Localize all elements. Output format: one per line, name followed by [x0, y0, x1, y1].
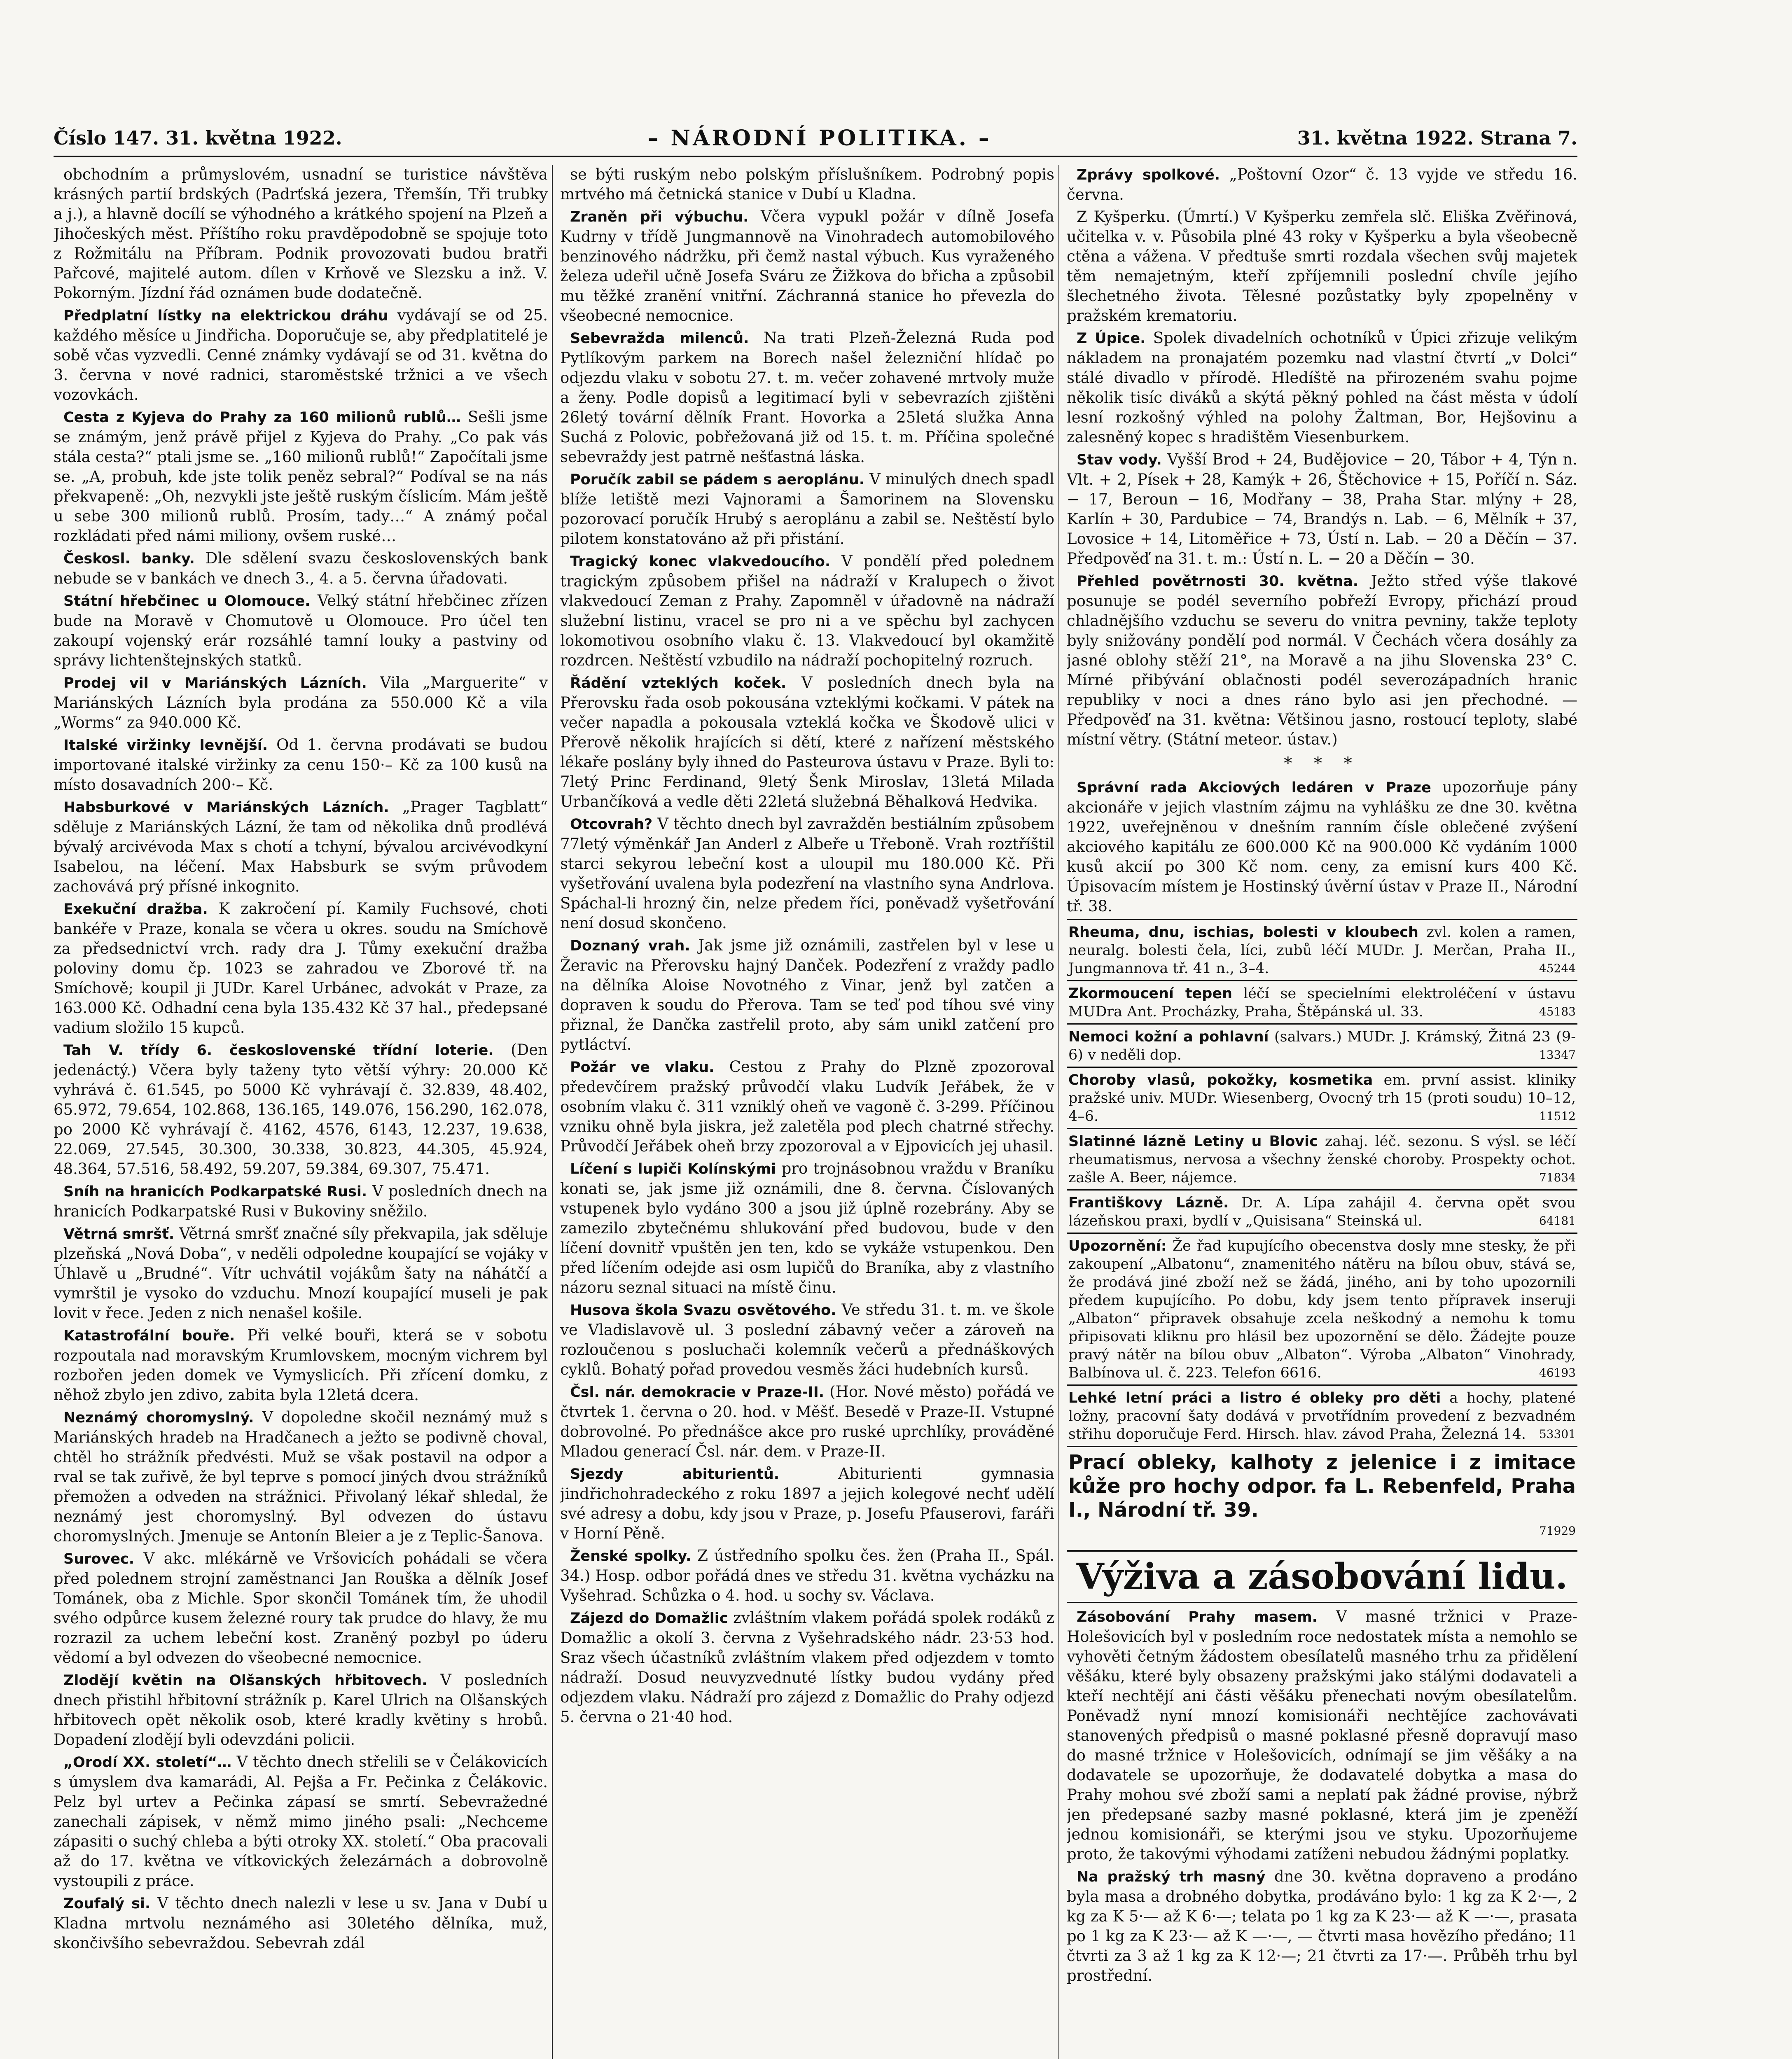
- column-divider: [1058, 165, 1059, 2059]
- ad-code: 13347: [1539, 1048, 1576, 1062]
- article: Italské viržinky levnější. Od 1. června prodávati se budou importované italské viržinky za cenu 150·– Kč za 100 kusů na místo dosavadních 200·– Kč.: [54, 736, 548, 794]
- article-headline: Sebevražda milenců.: [570, 330, 749, 347]
- article: Exekuční dražba. K zakročení pí. Kamily Fuchsové, choti bankéře v Praze, konala se včera u okres. soudu na Smíchově za předsednictví vrch. rady dra J. Tůmy exekuční dražba poloviny domu čp. 1023 se zahradou ve Zborové tř. na Smíchově; koupil ji JUDr. Karel Urbánec, advokát v Praze, za 163.000 Kč. Odhadní cena byla 135.432 Kč 37 hal., předepsané vadium složilo 15 kupců.: [54, 900, 548, 1037]
- ad-code: 11512: [1539, 1109, 1576, 1123]
- article: Otcovrah? V těchto dnech byl zavražděn bestiálním způsobem 77letý výměnkář Jan Anderl z Albeře u Třeboně. Vrah roztříštil starci sekyrou lebeční kost a uloupil mu 180.000 Kč. Při vyšetřování uvalena byla podezření na vlastního syna Andrlova. Spáchal-li hrozný čin, nelze předem říci, poněvadž vyšetřování není dosud skončeno.: [560, 815, 1054, 932]
- ad-title: Slatinné lázně Letiny u Blovic: [1068, 1133, 1318, 1150]
- article: Správní rada Akciových ledáren v Praze upozorňuje pány akcionáře v jejich vlastním zájmu na vyhlášku ze dne 30. května 1922, uveřejněnou v dnešním ranním čísle oblečené zvýšení akciového kapitálu ze 600.000 Kč na 900.000 Kč vydáním 1000 kusů akcií po 300 Kč nom. ceny, za emisní kurs 400 Kč. Úpisovacím místem je Hostinský úvěrní ústav v Praze II., Národní tř. 38.: [1067, 778, 1577, 915]
- header-rule: [54, 156, 1577, 157]
- article: Řádění vzteklých koček. V posledních dnech byla na Přerovsku řada osob pokousána vzteklými kočkami. V pátek na večer napadla a pokousala vzteklá kočka ve Škodově ulici v Přerově několik hrajících si dětí, které z nařízení městského lékaře poslány byly ihned do Pasteurova ústavu v Praze. Byli to: 7letý Princ Ferdinand, 9letý Šenk Miroslav, 13letá Milada Urbančíková a vedle děti 22letá služebná Běhalková Hedvika.: [560, 674, 1054, 810]
- article-headline: Neznámý choromyslný.: [63, 1410, 254, 1426]
- advertisement: Upozornění: Že řad kupujícího obecenstva dosly mne stesky, že při zakoupení „Albatonu“, znamenitého nátěru na bílou obuv, stává se, že prodává jiné zboží než se žádá, jiného, ani by toho upozornili předem kupujícího. Po dobu, kdy jsem tento přípravek inseruji „Albaton“ připravek obsahuje zcela neškodný a nemohu k tomu připisovati kliknu pro hlásil bez upozornění se dělo. Žádejte pouze pravý nátěr na bílou obuv „Albaton“. Výroba „Albaton“ Vinohrady, Balbínova ul. č. 223. Telefon 6616. 46193: [1067, 1233, 1577, 1384]
- article: Zoufalý si. V těchto dnech nalezli v lese u sv. Jana v Dubí u Kladna mrtvolu neznámého asi 30letého dělníka, muž, skončivšího sebevraždou. Sebevrah zdál: [54, 1894, 548, 1952]
- ad-code: 45183: [1539, 1005, 1576, 1018]
- article: Požár ve vlaku. Cestou z Prahy do Plzně zpozoroval předevčírem pražský průvodčí vlaku Ludvík Jeřábek, že v osobním vlaku č. 311 vzniklý oheň ve vagoně č. 3-299. Příčinou vzniku ohně byla jiskra, jež zaletěla pod plech chatrné střechy. Průvodčí Jeřábek oheň brzy zpozoroval a v Ejpovicích jej uhasil.: [560, 1058, 1054, 1155]
- article: Zájezd do Domažlic zvláštním vlakem pořádá spolek rodáků z Domažlic a okolí 3. června z Vyšehradského nádr. 23·53 hod. Sraz všech účastníků zvláštním vlakem před odjezdem v tomto nádraží. Dosud neuvyzvednuté lístky budou vydány před odjezdem vlaku. Nádraží pro zájezd z Domažlic do Prahy odjezd 5. června o 21·40 hod.: [560, 1609, 1054, 1726]
- advertisement: Slatinné lázně Letiny u Blovic zahaj. léč. sezonu. S výsl. se léčí rheumatismus, nervosa a všechny ženské choroby. Prospekty ochot. zašle A. Beer, nájemce. 71834: [1067, 1128, 1577, 1189]
- article: Habsburkové v Mariánských Lázních. „Prager Tagblatt“ sděluje z Mariánských Lázní, že tam od několika dnů prodlévá bývalý arcivévoda Max s chotí a tchyní, bývalou arcivévodkyní Isabelou, na léčení. Max Habsburk se svým průvodem zachovává prý přísné inkognito.: [54, 798, 548, 895]
- article-headline: Předplatní lístky na elektrickou dráhu: [63, 308, 388, 324]
- article: Katastrofální bouře. Při velké bouři, která se v sobotu rozpoutala nad moravským Krumlovskem, mocným vichrem byl rozbořen jeden domek ve Vymyslicích. Při zřícení domku, z něhož zbylo jen zdivo, zabita byla 12letá dcera.: [54, 1326, 548, 1404]
- header-title: – NÁRODNÍ POLITIKA. –: [647, 125, 992, 151]
- page-header: [54, 124, 1577, 152]
- ad-title: Upozornění:: [1068, 1238, 1167, 1254]
- article-headline: Tragický konec vlakvedoucího.: [570, 553, 831, 570]
- article: Husova škola Svazu osvětového. Ve středu 31. t. m. ve škole ve Vladislavově ul. 3 poslední zábavný večer a zároveň na rozloučenou s posluchači kolemník večerů a přednáškových cyklů. Bohatý pořad provedou vesměs žáci hudebních kursů.: [560, 1301, 1054, 1378]
- article: Větrná smršť. Větrná smršť značné síly překvapila, jak sděluje plzeňská „Nová Doba“, v neděli odpoledne koupající se vojáky v Úhlavě u „Brudné“. Vítr uchvátil vojákům šaty na náhátčí a vymrštil je vysoko do vzduchu. Mnozí koupající museli je pak lovit v řece. Jeden z nich nenašel košile.: [54, 1225, 548, 1322]
- ad-title: Rheuma, dnu, ischias, bolesti v kloubech: [1068, 924, 1418, 941]
- article: Z Kyšperku. (Úmrtí.) V Kyšperku zemřela slč. Eliška Zvěřinová, učitelka v. v. Působila plné 43 roky v Kyšperku a byla všeobecně ctěna a vážena. V předtuše smrti rozdala všechen svůj majetek těm nemajetným, kteří zpříjemnili poslední chvíle jejího šlechetného života. Tělesné pozůstatky byly zpopelněny v pražském krematoriu.: [1067, 208, 1577, 324]
- article: Zraněn při výbuchu. Včera vypukl požár v dílně Josefa Kudrny v třídě Jungmannově na Vinohradech automobilového benzinového nádržku, při čemž nastal výbuch. Kus vyraženého železa udeřil učně Josefa Sváru ze Žižkova do břicha a způsobil mu těžké zranění vnitřní. Záchranná stanice ho převezla do všeobecné nemocnice.: [560, 208, 1054, 324]
- article: Cesta z Kyjeva do Prahy za 160 milionů rublů… Sešli jsme se známým, jenž právě přijel z Kyjeva do Prahy. „Co pak vás stála cesta?“ ptali jsme se. „160 milionů rublů!“ Započítali jsme se. „A, probuh, kde jste tolik peněz sebral?“ Podíval se na nás překvapeně: „Oh, nezvykli jste ještě ruským číslicím. Mám ještě u sebe 300 milionů rublů. Prosím, tady…“ A známý počal rozkládati před námi miliony, ovšem ruské…: [54, 408, 548, 545]
- article-headline: Z Úpice.: [1077, 330, 1146, 347]
- article-headline: Zprávy spolkové.: [1077, 167, 1220, 183]
- ad-code: 46193: [1539, 1366, 1576, 1380]
- article: Českosl. banky. Dle sdělení svazu československých bank nebude se v bankách ve dnech 3., 4. a 5. června úřadovati.: [54, 549, 548, 587]
- article-headline: Doznaný vrah.: [570, 938, 690, 954]
- advertisement: [1067, 1446, 1577, 1543]
- article-headline: Přehled povětrnosti 30. května.: [1077, 573, 1359, 590]
- section-heading: Výživa a zásobování lidu.: [1067, 1550, 1577, 1603]
- article-headline: Cesta z Kyjeva do Prahy za 160 milionů rublů…: [63, 409, 461, 426]
- ad-code: 71929: [1539, 1524, 1576, 1538]
- ad-title: Zkormoucení tepen: [1068, 985, 1233, 1002]
- article-headline: Státní hřebčinec u Olomouce.: [63, 593, 311, 609]
- article-headline: Zraněn při výbuchu.: [570, 209, 749, 225]
- article: Prodej vil v Mariánských Lázních. Vila „Marguerite“ v Mariánských Lázních byla prodána za 550.000 Kč a vila „Worms“ za 940.000 Kč.: [54, 674, 548, 731]
- article-headline: Zlodějí květin na Olšanských hřbitovech.: [63, 1672, 428, 1689]
- ad-title: Choroby vlasů, pokožky, kosmetika: [1068, 1072, 1373, 1088]
- article-headline: Řádění vzteklých koček.: [570, 675, 787, 691]
- article-headline: Husova škola Svazu osvětového.: [570, 1302, 836, 1319]
- article-headline: Prodej vil v Mariánských Lázních.: [63, 675, 367, 691]
- article-headline: Větrná smršť.: [63, 1226, 175, 1242]
- article: Surovec. V akc. mlékárně ve Vršovicích pohádali se včera před polednem strojní zaměstnanci Jan Rouška a dělník Josef Tománek, oba z Michle. Spor skončil Tománek tím, že uhodil svého odpůrce kusem železné roury tak prudce do hlavy, že mu rozrazil za uchem lebeční kost. Zraněný pozbyl po úderu vědomí a byl odvezen do všeobecné nemocnice.: [54, 1550, 548, 1667]
- article-headline: Zásobování Prahy masem.: [1077, 1609, 1318, 1625]
- header-issue: Číslo 147. 31. května 1922.: [54, 127, 342, 149]
- advertisement: Lehké letní práci a listro é obleky pro děti a hochy, platené ložny, pracovní šaty dodává v prvotřídním provedení z bezvadném střihu doporučuje Ferd. Hirsch. hlav. závod Praha, Železná 14. 53301: [1067, 1384, 1577, 1446]
- article: Zlodějí květin na Olšanských hřbitovech. V posledních dnech přistihl hřbitovní strážník p. Karel Ulrich na Olšanských hřbitovech opět několik osob, které kradly květiny s hrobů. Dopadení zlodějí byli odevzdáni policii.: [54, 1671, 548, 1749]
- article-headline: Na pražský trh masný: [1077, 1869, 1266, 1885]
- article: Přehled povětrnosti 30. května. Ježto střed výše tlakové posunuje se podél severního pobřeží Evropy, přichází proud chladnějšího vzduchu se severu do vnitra pevniny, takže teploty byly snižovány pondělí pod normál. V Čechách včera dosáhly za jasné oblohy stěží 21°, na Moravě a na jihu Slovenska 23° C. Mírné přibývání oblačnosti podél severozápadních hranic republiky v noci a dnes ráno bylo asi jen přechodné. — Předpověď na 31. května: Většinou jasno, rostoucí teploty, slabé místní větry. (Státní meteor. ústav.): [1067, 572, 1577, 748]
- advertisement: Rheuma, dnu, ischias, bolesti v kloubech zvl. kolen a ramen, neuralg. bolesti čela, líci, zubů léčí MUDr. J. Merčan, Praha II., Jungmannova tř. 41 n., 3–4. 45244: [1067, 919, 1577, 980]
- article: obchodním a průmyslovém, usnadní se turistice návštěva krásných partií brdských (Padrťská jezera, Třemšín, Tři trubky a j.), a hlavně docílí se výhodného a krátkého spojení na Plzeň a Jihočeských měst. Příštího roku pravděpodobně se spojuje toto z Rožmitálu na Příbram. Podnik provozovati budou bratři Pařcové, majitelé autom. dílen v Krňově ve Slezsku a inž. V. Pokorným. Jízdní řád oznámen bude dodatečně.: [54, 166, 548, 302]
- article-headline: Poručík zabil se pádem s aeroplánu.: [570, 472, 865, 488]
- article: Líčení s lupiči Kolínskými pro trojnásobnou vraždu v Braníku konati se, jak jsme již oznámili, dne 8. června. Číslovaných vstupenek bylo vydáno 300 a jsou již úplně rozebrány. Aby se zamezilo zbytečnému shlukování před budovou, bude v den líčení dovnitř vpuštěn jen ten, kdo se vykáže vstupenkou. Den před líčením odejde asi osm lupičů do Braníka, aby z vlastního názoru seznal situaci na místě činu.: [560, 1160, 1054, 1296]
- article: Zprávy spolkové. „Poštovní Ozor“ č. 13 vyjde ve středu 16. června.: [1067, 166, 1577, 203]
- article: Čsl. nár. demokracie v Praze-II. (Hor. Nové město) pořádá ve čtvrtek 1. června o 20. hod. v Měšť. Besedě v Praze-II. Vstupné dobrovolné. Po přednášce akce pro ruské uprchlíky, prováděné Mladou generací Čsl. nár. dem. v Praze-II.: [560, 1383, 1054, 1460]
- article-headline: Katastrofální bouře.: [63, 1328, 235, 1344]
- article: Doznaný vrah. Jak jsme již oznámili, zastřelen byl v lese u Žeravic na Přerovsku hajný Danček. Podezření z vraždy padlo na dělníka Aloise Novotného z Vinar, jenž byl zatčen a dopraven k soudu do Přerova. Tam se teď pod tíhou své viny přiznal, že Dančka zastřelil proto, aby sám unikl zatčení pro pytláctví.: [560, 936, 1054, 1053]
- article: Sebevražda milenců. Na trati Plzeň-Železná Ruda pod Pytlíkovým parkem na Borech našel železniční hlídač po odjezdu vlaku v sobotu 27. t. m. večer zohavené mrtvoly muže a ženy. Podle dopisů a legitimací byli v sebevrazích zjištěni 26letý tovární dělník Frant. Hovorka a 25letá služka Anna Suchá z Polovic, pobřežovaná již od 15. t. m. Příčina společné sebevraždy jest patrně nešťastná láska.: [560, 329, 1054, 466]
- header-page: 31. května 1922. Strana 7.: [1297, 127, 1577, 149]
- column-2: [560, 165, 1054, 2059]
- article-headline: Stav vody.: [1077, 452, 1162, 468]
- advertisement: Nemoci kožní a pohlavní (salvars.) MUDr. J. Krámský, Žitná 23 (9-6) v neděli dop. 13347: [1067, 1023, 1577, 1067]
- article: Tragický konec vlakvedoucího. V pondělí před polednem tragickým způsobem přišel na nádraží v Kralupech o život vlakvedoucí Zeman z Prahy. Zapomněl v úřadovně na nádraží služební listinu, vracel se pro ni a ve spěchu byl zachycen lokomotivou osobního vlaku č. 13. Vlakvedoucí byl okamžitě rozdrcen. Neštěstí vzbudilo na nádraží pochopitelný rozruch.: [560, 552, 1054, 669]
- article: Sjezdy abiturientů. Abiturienti gymnasia jindřichohradeckého z roku 1897 a jejich kolegové nechť udělí své adresy a dobu, kdy jsou v Praze, p. Josefu Pfauserovi, faráři v Horní Pěně.: [560, 1465, 1054, 1542]
- article-headline: Italské viržinky levnější.: [63, 737, 268, 754]
- article-headline: Zoufalý si.: [63, 1896, 151, 1912]
- advertisement: Choroby vlasů, pokožky, kosmetika em. první assist. kliniky pražské univ. MUDr. Wiesenberg, Ovocný trh 15 (proti soudu) 10–12, 4–6. 11512: [1067, 1067, 1577, 1128]
- ad-title: Prací obleky, kalhoty z jelenice i z imitace kůže pro hochy odpor. fa L. Rebenfeld, Praha I., Národní tř. 39.: [1068, 1451, 1576, 1522]
- article-headline: Českosl. banky.: [63, 551, 195, 567]
- column-3: [1067, 165, 1577, 2059]
- ad-code: 71834: [1539, 1171, 1576, 1184]
- article: Státní hřebčinec u Olomouce. Velký státní hřebčinec zřízen bude na Moravě v Chomutově u Olomouce. Pro účel ten zakoupí vojenský erár rozsáhlé tamní louky a pastviny od správy lichtenštejnských statků.: [54, 592, 548, 669]
- article: Stav vody. Vyšší Brod + 24, Budějovice − 20, Tábor + 4, Týn n. Vlt. + 2, Písek + 28, Kamýk + 26, Štěchovice + 15, Poříčí n. Sáz. − 17, Beroun − 16, Modřany − 38, Praha Star. mlýny + 28, Karlín + 30, Pardubice − 74, Brandýs n. Lab. − 6, Mělník + 37, Lovosice + 14, Litoměřice + 73, Ústí n. Lab. − 20 a Děčín − 37. Předpověď na 31. t. m.: Ústí n. L. − 20 a Děčín − 30.: [1067, 451, 1577, 567]
- article-headline: Čsl. nár. demokracie v Praze-II.: [570, 1384, 825, 1401]
- ad-title: Lehké letní práci a listro é obleky pro děti: [1068, 1390, 1441, 1406]
- article-headline: Ženské spolky.: [570, 1548, 692, 1564]
- article: Poručík zabil se pádem s aeroplánu. V minulých dnech spadl blíže letiště mezi Vajnorami a Šamorinem na Slovensku pozorovací poručík Hrubý s aeroplánu a zabil se. Neštěstí bylo pilotem konstatováno až při přistání.: [560, 470, 1054, 548]
- column-1: [54, 165, 548, 2059]
- ad-code: 53301: [1539, 1427, 1576, 1441]
- advertisement: Františkovy Lázně. Dr. A. Lípa zahájil 4. června opět svou lázeňskou praxi, bydlí v „Quisisana“ Steinská ul. 64181: [1067, 1189, 1577, 1233]
- article: Na pražský trh masný dne 30. května dopraveno a prodáno byla masa a drobného dobytka, prodáváno bylo: 1 kg za K 2·—, 2 kg za K 5·— až K 6·—; telata po 1 kg za K 23·— až K —·—, prasata po 1 kg za K 23·— až K —·—, — čtvrti masa hovězího předáno; 11 čtvrti za 3 až 1 kg za K 12·—; 21 čtvrti za 17·—. Průběh trhu byl prostřední.: [1067, 1868, 1577, 1984]
- article-headline: Otcovrah?: [570, 816, 653, 833]
- article: Neznámý choromyslný. V dopoledne skočil neznámý muž s Mariánských hradeb na Hradčanech a ježto se podivně choval, chtěl ho strážník předvésti. Muž se však postavil na odpor a rval se tak zuřivě, že byl teprve s pomocí jiných dvou strážníků přemožen a odveden na strážnici. Přivolaný lékař shledal, že neznámý jest choromyslný. Byl odvezen do ústavu choromyslných. Jmenuje se Antonín Bleier a je z Teplic-Šanova.: [54, 1408, 548, 1545]
- article-headline: Zájezd do Domažlic: [570, 1610, 728, 1627]
- article-headline: Habsburkové v Mariánských Lázních.: [63, 799, 389, 816]
- article: Předplatní lístky na elektrickou dráhu vydávají se od 25. každého měsíce u Jindřicha. Doporučuje se, aby předplatitelé je sobě včas vyzvedli. Cenné známky vydávají se od 31. května do 3. června v nové radnici, staroměstské tržnici a ve všech vozovkách.: [54, 306, 548, 404]
- article: Ženské spolky. Z ústředního spolku čes. žen (Praha II., Spál. 34.) Hosp. odbor pořádá dnes ve středu 31. května vycházku na Vyšehrad. Schůzka o 4. hod. u sochy sv. Václava.: [560, 1547, 1054, 1604]
- article-headline: „Orodí XX. století“…: [63, 1754, 232, 1771]
- ad-code: 45244: [1539, 962, 1576, 975]
- article-headline: Líčení s lupiči Kolínskými: [570, 1161, 776, 1177]
- article: „Orodí XX. století“… V těchto dnech střelili se v Čelákovicích s úmyslem dva kamarádi, Al. Pejša a Fr. Pečinka z Čelákovic. Pelz byl urtev a Pečinka zápasí se smrtí. Sebevražedné zanechali zápisek, v němž mimo jiného psali: „Nechceme zápasiti o suchý chleba a býti otroky XX. století.“ Oba pracovali až do 17. května ve vítkovických železárnách a dobrovolně vystoupili z práce.: [54, 1753, 548, 1890]
- ad-title: Františkovy Lázně.: [1068, 1195, 1229, 1211]
- article-headline: Surovec.: [63, 1551, 135, 1567]
- article-headline: Sníh na hranicích Podkarpatské Rusi.: [63, 1184, 367, 1200]
- article-headline: Exekuční dražba.: [63, 901, 208, 917]
- article: Sníh na hranicích Podkarpatské Rusi. V posledních dnech na hranicích Podkarpatské Rusi v Bukoviny sněžilo.: [54, 1182, 548, 1220]
- article-headline: Požár ve vlaku.: [570, 1059, 715, 1076]
- article-headline: Tah V. třídy 6. československé třídní loterie.: [63, 1042, 494, 1059]
- article-headline: Sjezdy abiturientů.: [570, 1466, 780, 1482]
- article-headline: Správní rada Akciových ledáren v Praze: [1077, 780, 1431, 796]
- article: Z Úpice. Spolek divadelních ochotníků v Úpici zřizuje velikým nákladem na pronajatém pozemku nad vlastní čtvrtí „v Dolci“ stálé divadlo v přírodě. Hledíště na přirozeném svahu pojme několik tisíc diváků a skýtá pěkný pohled na část města v údolí lesní rozkošný výhled na polohy Žaltman, Bor, Hejšovinu a zalesněný kopec s hradištěm Viesenburkem.: [1067, 329, 1577, 446]
- column-divider: [552, 165, 553, 2059]
- article: Tah V. třídy 6. československé třídní loterie. (Den jedenáctý.) Včera byly taženy tyto větší výhry: 20.000 Kč vyhrává č. 61.545, po 5000 Kč vyhrávají č. 32.839, 48.402, 65.972, 79.654, 102.868, 136.165, 149.076, 156.290, 162.078, po 2000 Kč vyhrávají č. 4162, 4576, 6143, 12.237, 19.638, 22.069, 27.545, 30.300, 30.338, 30.823, 44.305, 45.924, 48.364, 57.516, 58.492, 59.207, 59.384, 69.307, 75.471.: [54, 1041, 548, 1178]
- ad-title: Nemoci kožní a pohlavní: [1068, 1029, 1269, 1045]
- advertisement: Zkormoucení tepen léčí se specielními elektroléčení v ústavu MUDra Ant. Procházky, Praha, Štěpánská ul. 33. 45183: [1067, 980, 1577, 1023]
- article: Zásobování Prahy masem. V masné tržnici v Praze-Holešovicích byl v posledním roce nedostatek místa a nemohlo se vyhověti četným žádostem obesílatelů masného trhu za přidělení věšáku, které byly obsazeny pražskými jako stálými dodavateli a kteří nechtějí ani části věšáku přenechati novým obesílatelům. Poněvadž nyní mnozí komisionáři nechtějíce zachovávati stanovených předpisů o masné poklasné přesně dopravují maso do masné tržnice v Holešovicích, odnímají se jim věšáky a na dodavatele se upozorňuje, že dodavatelé dobytka a masa do Prahy mohou své zboží sami a neplatí pak žádné provise, nýbrž jen předepsané sazby masné poklasné, která jim je zpeněží jednou komisionáři, se kterými jsou ve styku. Upozorňujeme proto, že takovými výhodami zatíženi nebudou žádnými poplatky.: [1067, 1608, 1577, 1863]
- section-separator: * * *: [1284, 754, 1360, 773]
- ad-code: 64181: [1539, 1214, 1576, 1228]
- article: se býti ruským nebo polským příslušníkem. Podrobný popis mrtvého má četnická stanice v Dubí u Kladna.: [560, 166, 1054, 203]
